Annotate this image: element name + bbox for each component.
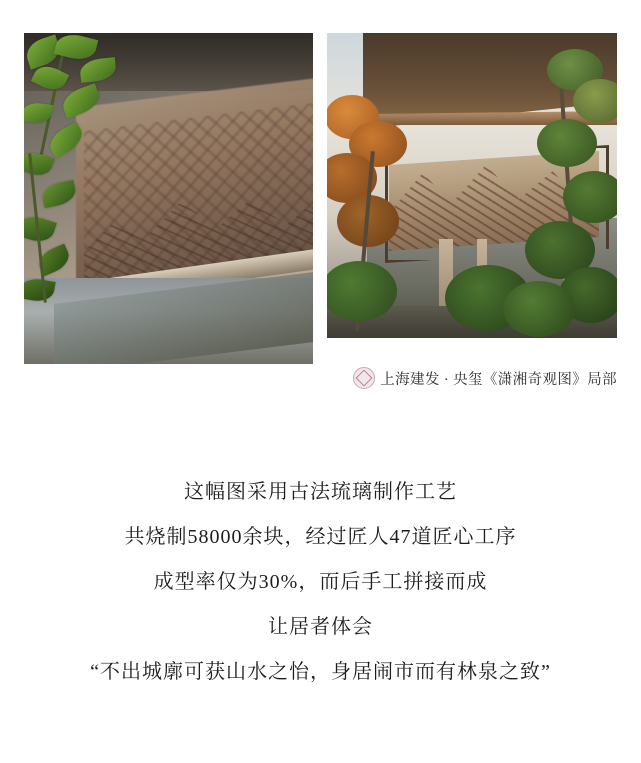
- photo-left-foliage: [24, 33, 123, 364]
- caption-text: 上海建发 · 央玺《潇湘奇观图》局部: [380, 371, 617, 388]
- leaf: [59, 83, 103, 119]
- leaf: [24, 276, 56, 304]
- leaf: [79, 57, 117, 83]
- shrub: [327, 261, 397, 321]
- image-row: [0, 0, 641, 330]
- body-line-5: “不出城廓可获山水之怡，身居闹市而有林泉之致”: [90, 661, 551, 683]
- seal-logo-icon: [353, 367, 375, 389]
- body-text: [0, 470, 641, 695]
- shrub: [503, 281, 575, 337]
- foliage-cluster: [573, 79, 617, 123]
- photo-right-tree-left: [327, 91, 419, 338]
- body-line-2: 共烧制58000余块，经过匠人47道匠心工序: [124, 526, 517, 548]
- photo-left: [24, 33, 313, 364]
- body-line-1: 这幅图采用古法琉璃制作工艺: [184, 481, 457, 503]
- caption: [327, 366, 617, 390]
- photo-right: [327, 33, 617, 338]
- foliage-cluster: [563, 171, 617, 223]
- foliage-cluster: [537, 119, 597, 167]
- body-line-3: 成型率仅为30%，而后手工拼接而成: [153, 571, 488, 593]
- body-line-4: 让居者体会: [268, 616, 373, 638]
- leaf: [45, 121, 87, 158]
- leaf: [40, 180, 78, 209]
